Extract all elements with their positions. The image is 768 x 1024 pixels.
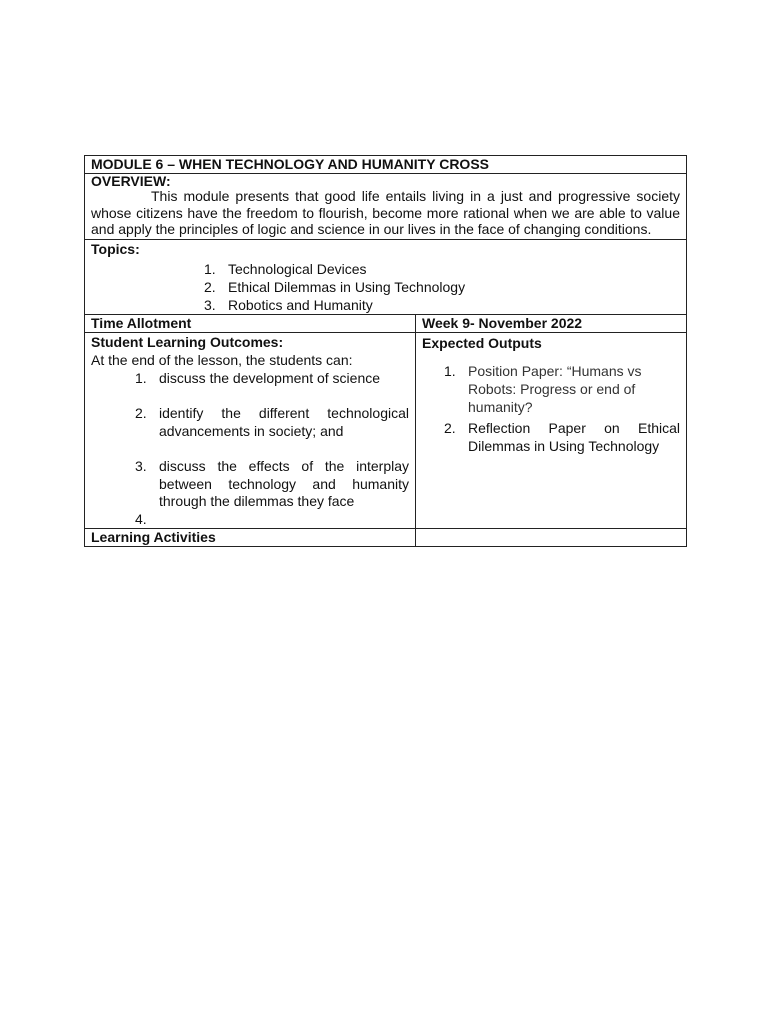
list-item	[444, 419, 680, 455]
topics-row	[85, 239, 687, 314]
list-item	[204, 278, 680, 296]
outcome-label: discuss the effects of the interplay between technology and humanity through the dilemmas they face	[159, 458, 409, 509]
topic-label: Robotics and Humanity	[228, 296, 373, 313]
topic-label: Ethical Dilemmas in Using Technology	[228, 278, 466, 295]
list-item	[444, 362, 680, 416]
outcomes-row	[85, 332, 687, 529]
list-item	[135, 370, 409, 388]
overview-row	[85, 174, 687, 240]
topic-number: 3.	[204, 296, 216, 313]
outcome-number: 3.	[135, 458, 147, 474]
outputs-heading: Expected Outputs	[422, 334, 542, 351]
overview-heading: OVERVIEW:	[91, 173, 171, 189]
outputs-cell	[416, 332, 687, 529]
output-number: 1.	[444, 362, 456, 379]
topic-number: 2.	[204, 278, 216, 295]
outcomes-intro: At the end of the lesson, the students can:	[91, 351, 353, 368]
list-item	[135, 458, 409, 511]
output-number: 2.	[444, 419, 456, 436]
topics-cell	[85, 239, 687, 314]
module-table	[84, 155, 687, 547]
list-item	[135, 405, 409, 440]
outcome-label	[159, 511, 409, 529]
outcomes-heading: Student Learning Outcomes:	[91, 333, 284, 350]
outcome-label: identify the different technological advancements in society; and	[159, 405, 409, 439]
learning-activities-row	[85, 529, 687, 547]
time-allotment-row	[85, 314, 687, 332]
outcome-number: 4.	[135, 510, 147, 527]
list-item	[204, 260, 680, 278]
learning-activities-value	[416, 529, 687, 547]
outcome-number: 1.	[135, 369, 147, 386]
list-item	[204, 296, 680, 314]
overview-cell	[85, 174, 687, 240]
learning-activities-label: Learning Activities	[85, 529, 416, 547]
outcomes-cell	[85, 332, 416, 529]
outcome-number: 2.	[135, 405, 147, 421]
topics-list	[91, 260, 680, 314]
time-allotment-label: Time Allotment	[85, 314, 416, 332]
output-label: Position Paper: “Humans vs Robots: Progress or end of humanity?	[468, 362, 642, 415]
overview-text: This module presents that good life entails living in a just and progressive society whose citizens have the freedom to flourish, become more rational when we are able to value and apply the principles of logic and science in our lives in the face of changing conditions.	[91, 188, 680, 237]
topic-number: 1.	[204, 260, 216, 277]
outcome-label: discuss the development of science	[159, 369, 381, 386]
outputs-list	[422, 362, 680, 455]
list-spacer	[135, 440, 409, 458]
list-item	[135, 511, 409, 529]
output-label: Reflection Paper on Ethical Dilemmas in Using Technology	[468, 419, 680, 454]
outcomes-list	[91, 370, 409, 529]
time-allotment-value: Week 9- November 2022	[416, 314, 687, 332]
module-title-row	[85, 156, 687, 174]
topics-heading: Topics:	[91, 240, 140, 257]
module-title: MODULE 6 – WHEN TECHNOLOGY AND HUMANITY CROSS	[85, 156, 687, 174]
topic-label: Technological Devices	[228, 260, 367, 277]
list-spacer	[135, 387, 409, 405]
